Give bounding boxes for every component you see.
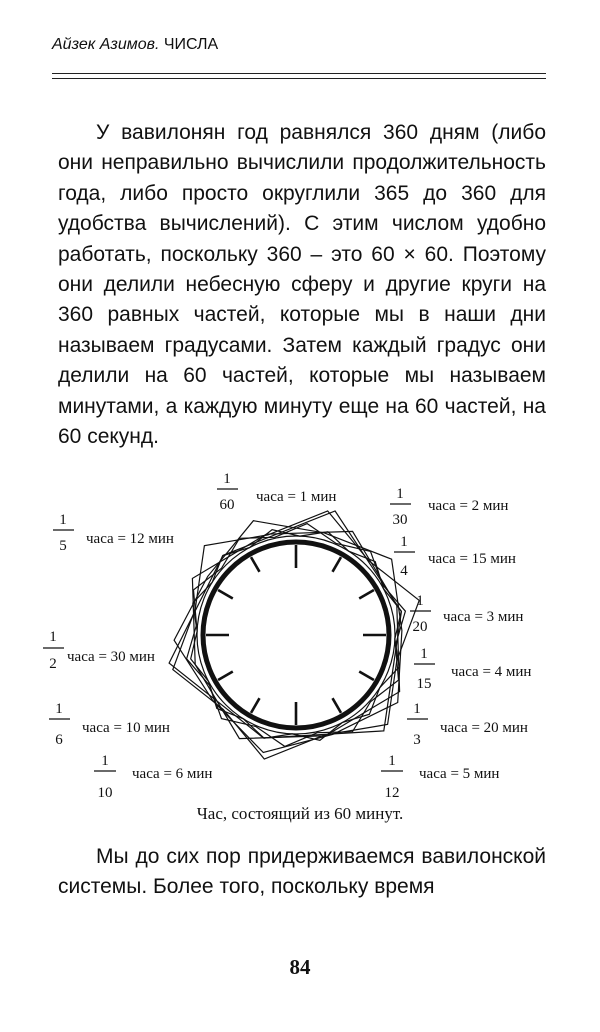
fraction-denominator: 12 bbox=[384, 785, 400, 801]
fraction-numerator: 1 bbox=[416, 593, 424, 609]
label-text: часа = 6 мин bbox=[132, 766, 213, 782]
label-text: часа = 30 мин bbox=[67, 649, 155, 665]
label-text: часа = 20 мин bbox=[440, 720, 528, 736]
label-one-sixtieth bbox=[217, 471, 336, 513]
label-one-fifteenth bbox=[414, 646, 531, 692]
fraction-numerator: 1 bbox=[420, 646, 428, 662]
fraction-denominator: 20 bbox=[412, 619, 428, 635]
paragraph-1-text: У вавилонян год равнялся 360 дням (либо они неправильно вычислили продолжительность года, либо просто округлили 365 до 360 для удобства вычислений). С этим числом удобно работать, поскольку 360 – это 60 × 60. Поэтому они делили небесную сферу и другие круги на 360 равных частей, которые мы в наши дни называем градусами. Затем каждый градус они делили на 60 частей, которые мы называем минутами, а каждую минуту еще на 60 частей, на 60 секунд. bbox=[58, 121, 546, 449]
label-one-fifth bbox=[53, 512, 174, 554]
fraction-numerator: 1 bbox=[396, 486, 404, 502]
header-title: ЧИСЛА bbox=[163, 36, 219, 53]
fraction-denominator: 60 bbox=[219, 497, 235, 513]
label-one-half bbox=[43, 629, 155, 672]
label-text: часа = 1 мин bbox=[256, 489, 337, 505]
label-one-quarter bbox=[394, 534, 516, 579]
fraction-denominator: 10 bbox=[97, 785, 113, 801]
label-one-tenth bbox=[94, 753, 212, 801]
label-text: часа = 4 мин bbox=[451, 664, 532, 680]
clock-shapes bbox=[169, 511, 419, 759]
fraction-numerator: 1 bbox=[49, 629, 57, 645]
label-one-twentieth bbox=[410, 593, 523, 635]
label-one-twelfth bbox=[381, 753, 499, 801]
figure-caption: Час, состоящий из 60 минут. bbox=[196, 804, 404, 823]
fraction-denominator: 2 bbox=[49, 656, 57, 672]
label-text: часа = 12 мин bbox=[86, 531, 174, 547]
label-text: часа = 15 мин bbox=[428, 551, 516, 567]
label-text: часа = 10 мин bbox=[82, 720, 170, 736]
fraction-denominator: 3 bbox=[413, 732, 421, 748]
label-one-sixth bbox=[49, 701, 170, 748]
paragraph-2 bbox=[58, 842, 546, 903]
paragraph-2-text: Мы до сих пор придерживаемся вавилонской системы. Более того, поскольку время bbox=[58, 845, 546, 899]
fraction-numerator: 1 bbox=[413, 701, 421, 717]
clock-face bbox=[203, 542, 389, 728]
fraction-numerator: 1 bbox=[101, 753, 109, 769]
fraction-denominator: 30 bbox=[392, 512, 408, 528]
fraction-denominator: 6 bbox=[55, 732, 63, 748]
label-text: часа = 3 мин bbox=[443, 609, 524, 625]
header-author: Айзек Азимов. bbox=[52, 36, 160, 53]
fraction-numerator: 1 bbox=[400, 534, 408, 550]
fraction-denominator: 5 bbox=[59, 538, 67, 554]
fraction-numerator: 1 bbox=[59, 512, 67, 528]
fraction-numerator: 1 bbox=[388, 753, 396, 769]
page-number: 84 bbox=[289, 955, 311, 979]
label-one-thirtieth bbox=[390, 486, 508, 528]
fraction-denominator: 15 bbox=[416, 676, 432, 692]
fraction-numerator: 1 bbox=[223, 471, 231, 487]
fraction-denominator: 4 bbox=[400, 563, 408, 579]
label-text: часа = 2 мин bbox=[428, 498, 509, 514]
label-one-third bbox=[407, 701, 528, 748]
label-text: часа = 5 мин bbox=[419, 766, 500, 782]
fraction-numerator: 1 bbox=[55, 701, 63, 717]
